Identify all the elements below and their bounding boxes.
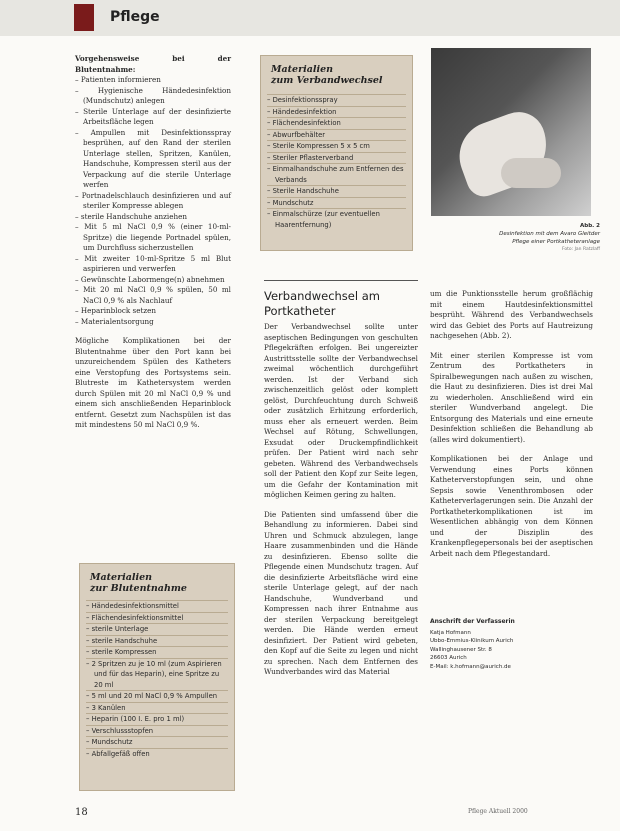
disinfection-photo	[431, 48, 591, 216]
column-3	[430, 289, 593, 568]
page-header	[0, 0, 620, 36]
author-line: 26603 Aurich	[430, 655, 467, 661]
material-item: – Verschlussstopfen	[86, 725, 228, 737]
journal-footer: Pflege Aktuell 2000	[468, 808, 528, 815]
author-address	[430, 618, 593, 671]
material-item: – Flächendesinfektion	[267, 117, 406, 129]
material-item: – Mundschutz	[267, 197, 406, 209]
photo-credit: Foto: Jan Ratzlaff	[561, 247, 600, 252]
paragraph: Der Verbandwechsel sollte unter aseptischen Bedingungen von geschulten Pflegekräften erfolgen. Bei ungereizter Austrittsstelle sollte der Verbandwechsel zweimal wöchentlich durchgeführt werden. Ist der Verband sich zwischenzeitlich gelöst oder komplett gelöst, Durchfeuchtung durch Schweiß oder zusätzlich Erhitzung erforderlich, muss eher als erneuert werden. Beim Wechsel auf Rötung, Schwellungen, Exsudat oder Druckempfindlichkeit prüfen. Der Patient wird nach sehr gebeten. Während des Verbandwechsels soll der Patient den Kopf zur Seite legen, um die Gefahr der Kontamination mit möglichen Keimen gering zu halten.	[264, 322, 418, 499]
material-item: – Abwurfbehälter	[267, 129, 406, 141]
material-item: – Flächendesinfektionsmittel	[86, 612, 228, 624]
author-line: Katja Hofmann	[430, 629, 471, 636]
procedure-step: – Gewünschte Labormenge(n) abnehmen	[75, 275, 231, 286]
author-heading: Anschrift der Verfasserin	[430, 618, 515, 625]
section-heading-line: Portkatheter	[264, 304, 336, 318]
material-item: – 2 Spritzen zu je 10 ml (zum Aspirieren und für das Heparin), eine Spritze zu 20 ml	[86, 658, 228, 691]
box-title-line: zum Verbandwechsel	[271, 75, 383, 86]
materials-dressing-box	[260, 55, 413, 251]
column-2	[264, 322, 418, 687]
procedure-step: – Mit 5 ml NaCl 0,9 % (einer 10-ml-Spritze) die liegende Portnadel spülen, um Durchfluss sicherzustellen	[75, 222, 231, 254]
material-item: – Steriler Pflasterverband	[267, 152, 406, 164]
materials-list	[86, 600, 228, 759]
column-1	[75, 54, 231, 440]
material-item: – Händedesinfektionsmittel	[86, 600, 228, 612]
section-heading	[264, 289, 418, 319]
procedure-step: – Heparinblock setzen	[75, 306, 231, 317]
material-item: – sterile Kompressen	[86, 646, 228, 658]
material-item: – Heparin (100 I. E. pro 1 ml)	[86, 713, 228, 725]
paragraph: Mit einer sterilen Kompresse ist vom Zentrum des Portkatheters in Spiralbewegungen nach außen zu wischen, die Haut zu desinfizieren. Dies ist drei Mal zu wiederholen. Anschließend wird ein steriler Wundverband angelegt. Die Entsorgung des Materials und eine erneute Desinfektion schließen die Behandlung ab (alles wird dokumentiert).	[430, 350, 593, 444]
material-item: – Sterile Kompressen 5 x 5 cm	[267, 140, 406, 152]
material-item: – Desinfektionsspray	[267, 94, 406, 106]
materials-list	[267, 94, 406, 230]
materials-blood-box	[79, 563, 235, 791]
procedure-step: – Hygienische Händedesinfektion (Mundschutz) anlegen	[75, 86, 231, 107]
material-item: – Mundschutz	[86, 736, 228, 748]
material-item: – 5 ml und 20 ml NaCl 0,9 % Ampullen	[86, 690, 228, 702]
caption-figure-number: Abb. 2	[580, 223, 600, 229]
section-heading-line: Verbandwechsel am	[264, 289, 380, 303]
complications-paragraph: Mögliche Komplikationen bei der Blutentnahme über den Port kann bei unzureichendem Spülen des Katheters eine Verstopfung des Portsystems sein. Blutreste im Kathetersystem werden durch Spülen mit 20 ml NaCl 0,9 % und einem sich anschließenden Heparinblock entfernt. Gesetzt zum Nachspülen ist das mit mindestens 50 ml NaCl 0,9 %.	[75, 336, 231, 429]
procedure-step: – Ampullen mit Desinfektionsspray besprühen, auf den Rand der sterilen Unterlage stellen, Spritzen, Kanülen, Handschuhe, Kompressen steril aus der Verpackung auf die sterile Unterlage werfen	[75, 128, 231, 191]
material-item: – Händedesinfektion	[267, 106, 406, 118]
paragraph: Die Patienten sind umfassend über die Behandlung zu informieren. Dabei sind Uhren und Schmuck abzulegen, lange Haare zusammenbinden und die Hände zu desinfizieren. Ebenso sollte die Pflegende einen Mundschutz tragen. Auf die desinfizierte Arbeitsfläche wird eine sterile Unterlage gelegt, auf der nach Handschuhe, Wundverband und Kompressen nach ihrer Entnahme aus der sterilen Verpackung bereitgelegt werden. Die Hände werden erneut desinfiziert. Der Patient wird gebeten, den Kopf auf die Seite zu legen und nicht zu sprechen. Nach dem Entfernen des Wundverbandes wird das Material	[264, 509, 418, 676]
author-line: Wallinghausener Str. 8	[430, 646, 492, 653]
page-number: 18	[75, 807, 88, 818]
material-item: – Einmalhandschuhe zum Entfernen des Verbands	[267, 163, 406, 185]
box-title-line: Materialien	[271, 64, 334, 75]
material-item: – Einmalschürze (zur eventuellen Haarentfernung)	[267, 208, 406, 230]
box-title	[271, 64, 382, 86]
procedure-step: – Patienten informieren	[75, 75, 231, 86]
box-title-line: zur Blutentnahme	[90, 583, 187, 594]
section-divider	[264, 280, 418, 281]
section-title: Pflege	[110, 9, 160, 25]
procedure-step: – Mit zweiter 10-ml-Spritze 5 ml Blut aspirieren und verwerfen	[75, 254, 231, 275]
box-title-line: Materialien	[90, 572, 153, 583]
procedure-step: – Sterile Unterlage auf der desinfizierte Arbeitsfläche legen	[75, 107, 231, 128]
material-item: – 3 Kanülen	[86, 702, 228, 714]
procedure-list	[75, 75, 231, 327]
port-needle-shape	[501, 158, 561, 188]
caption-line: Desinfektion mit dem Avaro Gleitder	[499, 231, 600, 237]
section-color-block	[74, 4, 94, 31]
paragraph: Komplikationen bei der Anlage und Verwendung eines Ports können Katheterverstopfungen sein, und ohne Sepsis sowie Venenthrombosen oder Katheterverlagerungen sein. Die Anzahl der Portkatheterkomplikationen ist im Wesentlichen abhängig von dem Können und der Disziplin des Krankenpflegepersonals bei der aseptischen Arbeit nach dem Pflegestandard.	[430, 454, 593, 558]
material-item: – Abfallgefäß offen	[86, 748, 228, 760]
procedure-heading: Vorgehensweise bei der Blutentnahme:	[75, 54, 231, 74]
material-item: – sterile Unterlage	[86, 623, 228, 635]
caption-line: Pflege einer Portkatheteranlage	[512, 239, 600, 245]
paragraph: um die Punktionsstelle herum großflächig mit einem Hautdesinfektionsmittel besprüht. Während des Verbandwechsels wird das Gebiet des Ports auf Hautreizung nachgesehen (Abb. 2).	[430, 289, 593, 340]
author-line: E-Mail: k.hofmann@aurich.de	[430, 663, 511, 670]
procedure-step: – Portnadelschlauch desinfizieren und auf steriler Kompresse ablegen	[75, 191, 231, 212]
photo-caption	[440, 222, 600, 254]
material-item: – Sterile Handschuhe	[267, 185, 406, 197]
box-title	[90, 572, 187, 594]
author-line: Ubbo-Emmius-Klinikum Aurich	[430, 638, 514, 644]
procedure-step: – Materialentsorgung	[75, 317, 231, 328]
procedure-step: – sterile Handschuhe anziehen	[75, 212, 231, 223]
material-item: – sterile Handschuhe	[86, 635, 228, 647]
procedure-step: – Mit 20 ml NaCl 0,9 % spülen, 50 ml NaCl 0,9 % als Nachlauf	[75, 285, 231, 306]
